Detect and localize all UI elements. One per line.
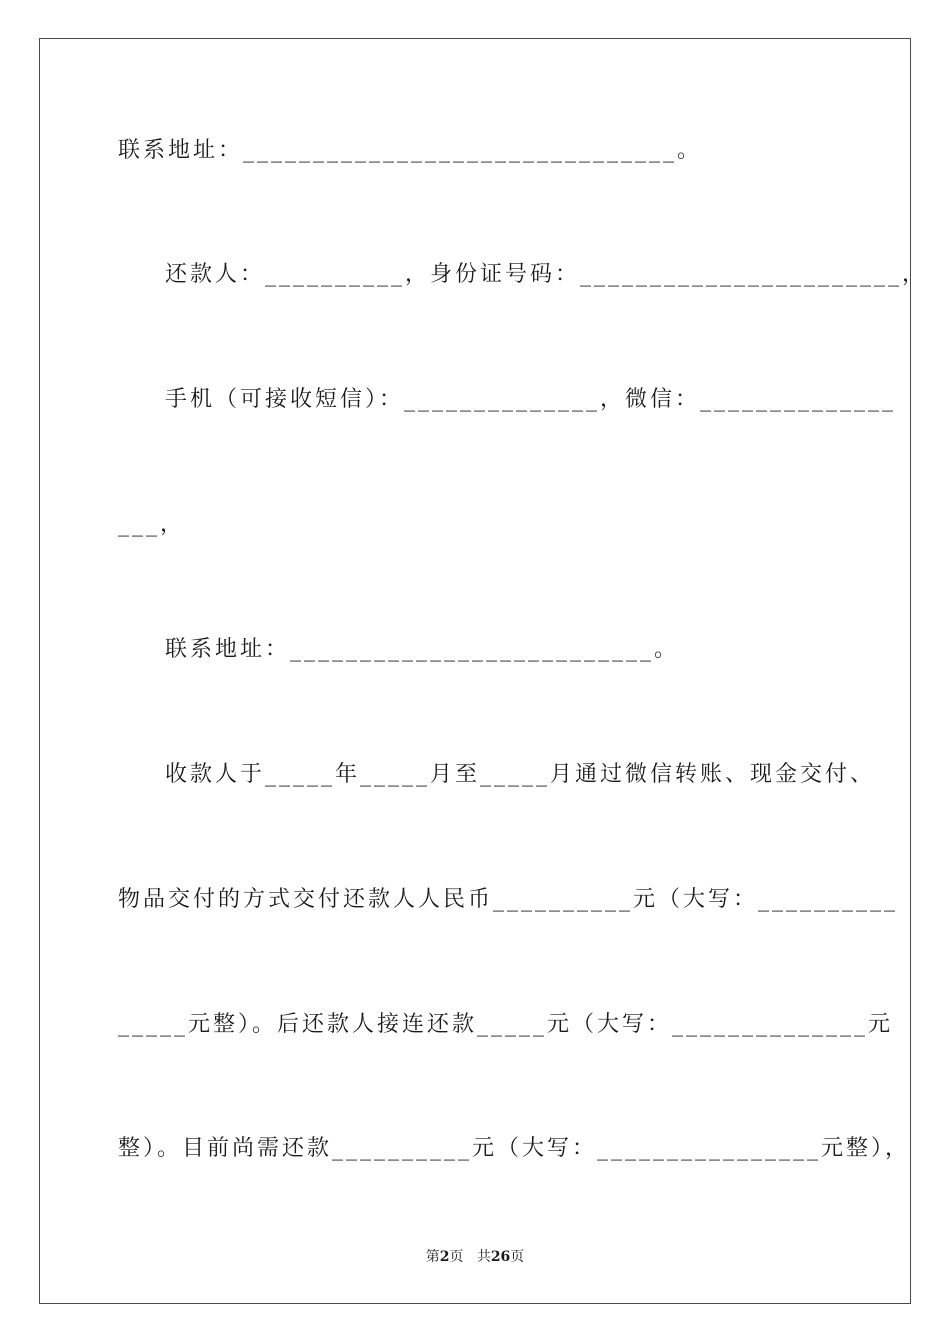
page-suffix: 页 xyxy=(449,1249,464,1265)
payment-period-line: 收款人于_____年_____月至_____月通过微信转账、现金交付、 xyxy=(165,762,876,787)
contact-address-line-2: 联系地址：__________________________。 xyxy=(165,637,680,662)
total-pages: 26 xyxy=(490,1249,511,1265)
page-footer xyxy=(0,1247,950,1267)
remaining-amount-line: 整）。目前尚需还款__________元（大写：________________元整）， xyxy=(118,1136,911,1161)
repayment-amount-line: _____元整）。后还款人接连还款_____元（大写：______________元 xyxy=(118,1012,894,1037)
wechat-continuation-line: ___， xyxy=(118,512,186,537)
repayer-id-line: 还款人：__________，身份证号码：_______________________， xyxy=(165,262,928,287)
total-prefix: 共 xyxy=(476,1249,491,1265)
total-suffix: 页 xyxy=(510,1249,525,1265)
phone-wechat-line: 手机（可接收短信）：______________，微信：______________ xyxy=(165,387,897,412)
page-number: 2 xyxy=(439,1249,450,1265)
page-prefix: 第 xyxy=(425,1249,440,1265)
payment-method-line: 物品交付的方式交付还款人人民币__________元（大写：__________ xyxy=(118,887,899,912)
contact-address-line-1: 联系地址：_______________________________。 xyxy=(118,138,703,163)
page-border xyxy=(39,38,911,1304)
